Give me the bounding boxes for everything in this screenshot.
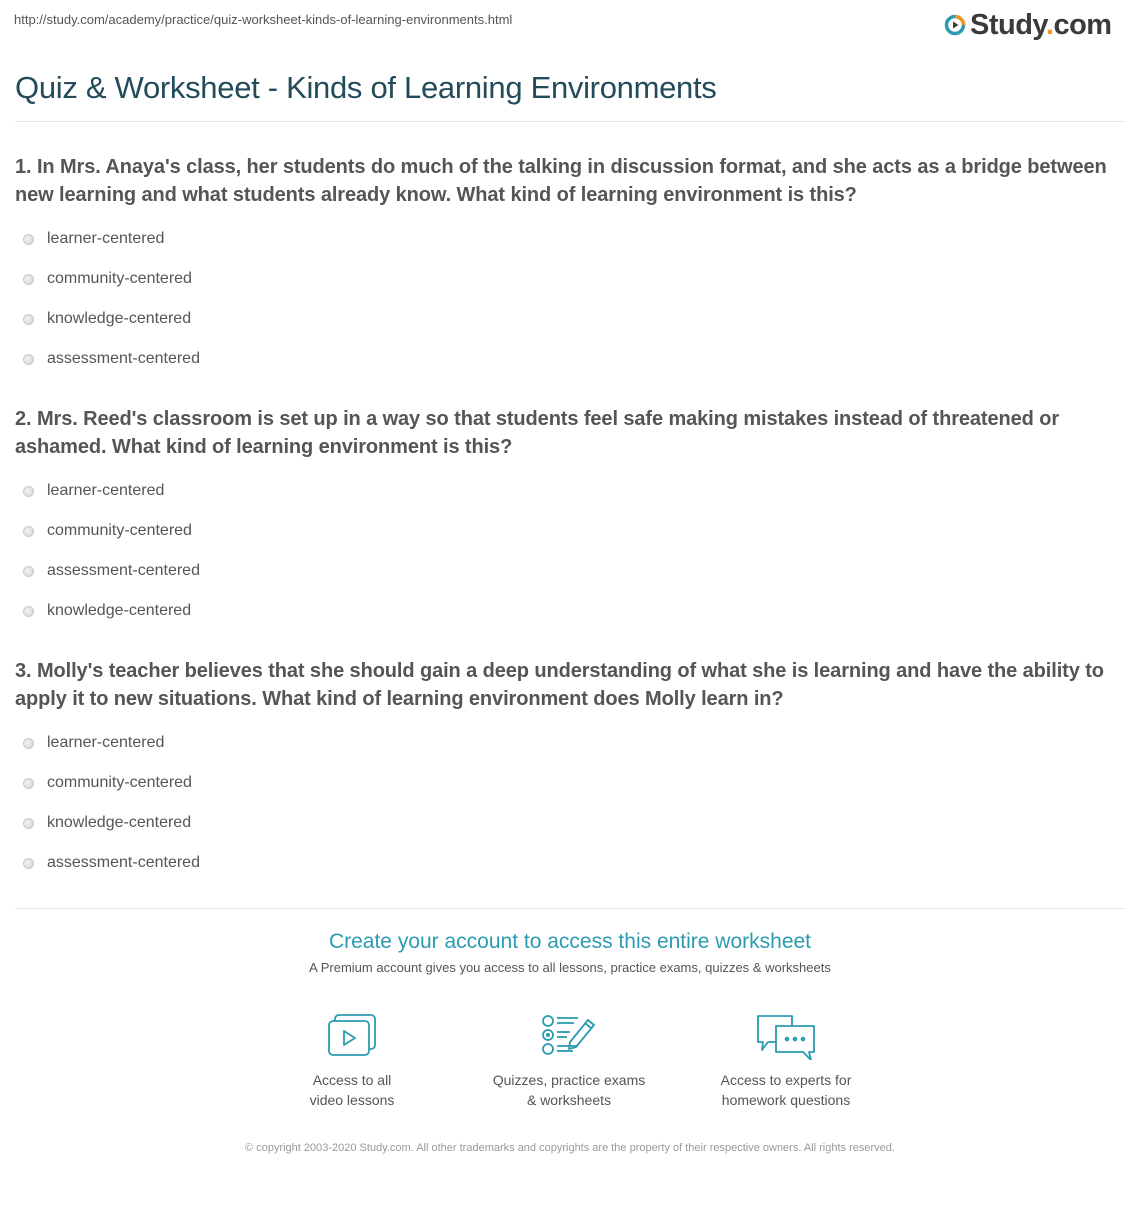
question-body: Mrs. Reed's classroom is set up in a way so that students feel safe making mistakes instead of threatened or ashamed. What kind of learning environment is this?: [15, 408, 1060, 458]
logo-dot: .: [1045, 8, 1054, 41]
option-label: learner-centered: [47, 230, 165, 247]
option-label: knowledge-centered: [47, 814, 192, 831]
answer-option[interactable]: [15, 259, 1125, 299]
question-number: 2.: [15, 408, 32, 430]
play-logo-icon: [944, 14, 966, 36]
cta-subtitle: A Premium account gives you access to all lessons, practice exams, quizzes & worksheets: [309, 960, 831, 975]
title-divider: [15, 121, 1125, 122]
section-divider: [15, 908, 1125, 909]
page-url: http://study.com/academy/practice/quiz-worksheet-kinds-of-learning-environments.html: [14, 12, 513, 27]
feature-text-line2: & worksheets: [526, 1092, 612, 1108]
question-text: [15, 153, 1125, 209]
question-2: [15, 405, 1125, 631]
feature-text-line1: Quizzes, practice exams: [492, 1072, 646, 1088]
feature-video-lessons: [252, 1012, 452, 1110]
radio-button[interactable]: [23, 234, 34, 245]
answer-options: [15, 723, 1125, 883]
video-lessons-icon: [326, 1012, 378, 1058]
answer-option[interactable]: [15, 723, 1125, 763]
answer-option[interactable]: [15, 299, 1125, 339]
quiz-worksheet-icon: [540, 1012, 598, 1058]
option-label: assessment-centered: [47, 350, 200, 367]
radio-button[interactable]: [23, 314, 34, 325]
page-title: Quiz & Worksheet - Kinds of Learning Environments: [15, 70, 717, 105]
answer-options: [15, 219, 1125, 379]
answer-option[interactable]: [15, 591, 1125, 631]
question-1: [15, 153, 1125, 379]
create-account-link[interactable]: Create your account to access this entire worksheet: [328, 930, 812, 953]
chat-experts-icon: [754, 1012, 818, 1060]
option-label: learner-centered: [47, 734, 165, 751]
answer-options: [15, 471, 1125, 631]
radio-button[interactable]: [23, 274, 34, 285]
answer-option[interactable]: [15, 763, 1125, 803]
option-label: community-centered: [47, 270, 192, 287]
question-number: 1.: [15, 156, 32, 178]
answer-option[interactable]: [15, 339, 1125, 379]
option-label: assessment-centered: [47, 854, 200, 871]
radio-button[interactable]: [23, 486, 34, 497]
radio-button[interactable]: [23, 354, 34, 365]
question-3: [15, 657, 1125, 883]
radio-button[interactable]: [23, 738, 34, 749]
option-label: knowledge-centered: [47, 310, 192, 327]
feature-text-line1: Access to experts for: [720, 1072, 852, 1088]
signup-cta: [0, 930, 1140, 975]
option-label: community-centered: [47, 774, 192, 791]
option-label: learner-centered: [47, 482, 165, 499]
feature-text-line2: video lessons: [309, 1092, 395, 1108]
answer-option[interactable]: [15, 219, 1125, 259]
question-text: [15, 405, 1125, 461]
feature-quizzes: [469, 1012, 669, 1110]
option-label: assessment-centered: [47, 562, 200, 579]
logo-text-com: com: [1053, 8, 1112, 41]
feature-text-line1: Access to all: [312, 1072, 392, 1088]
copyright-notice: © copyright 2003-2020 Study.com. All other trademarks and copyrights are the property of their respective owners. All rights reserved.: [245, 1142, 895, 1154]
question-number: 3.: [15, 660, 32, 682]
question-body: In Mrs. Anaya's class, her students do much of the talking in discussion format, and she acts as a bridge between new learning and what students already know. What kind of learning environment is this?: [15, 156, 1107, 206]
radio-button[interactable]: [23, 818, 34, 829]
radio-button[interactable]: [23, 778, 34, 789]
feature-text-line2: homework questions: [721, 1092, 851, 1108]
answer-option[interactable]: [15, 803, 1125, 843]
option-label: community-centered: [47, 522, 192, 539]
feature-experts: [686, 1012, 886, 1110]
question-body: Molly's teacher believes that she should gain a deep understanding of what she is learning and have the ability to apply it to new situations. What kind of learning environment does Molly learn in?: [15, 660, 1104, 710]
logo-wordmark: [970, 8, 1112, 41]
radio-button[interactable]: [23, 858, 34, 869]
logo-text-study: Study: [970, 8, 1046, 41]
answer-option[interactable]: [15, 471, 1125, 511]
radio-button[interactable]: [23, 526, 34, 537]
page-header: [0, 0, 1140, 50]
option-label: knowledge-centered: [47, 602, 192, 619]
radio-button[interactable]: [23, 606, 34, 617]
answer-option[interactable]: [15, 843, 1125, 883]
study-logo[interactable]: [944, 8, 1112, 42]
question-text: [15, 657, 1125, 713]
radio-button[interactable]: [23, 566, 34, 577]
answer-option[interactable]: [15, 511, 1125, 551]
answer-option[interactable]: [15, 551, 1125, 591]
